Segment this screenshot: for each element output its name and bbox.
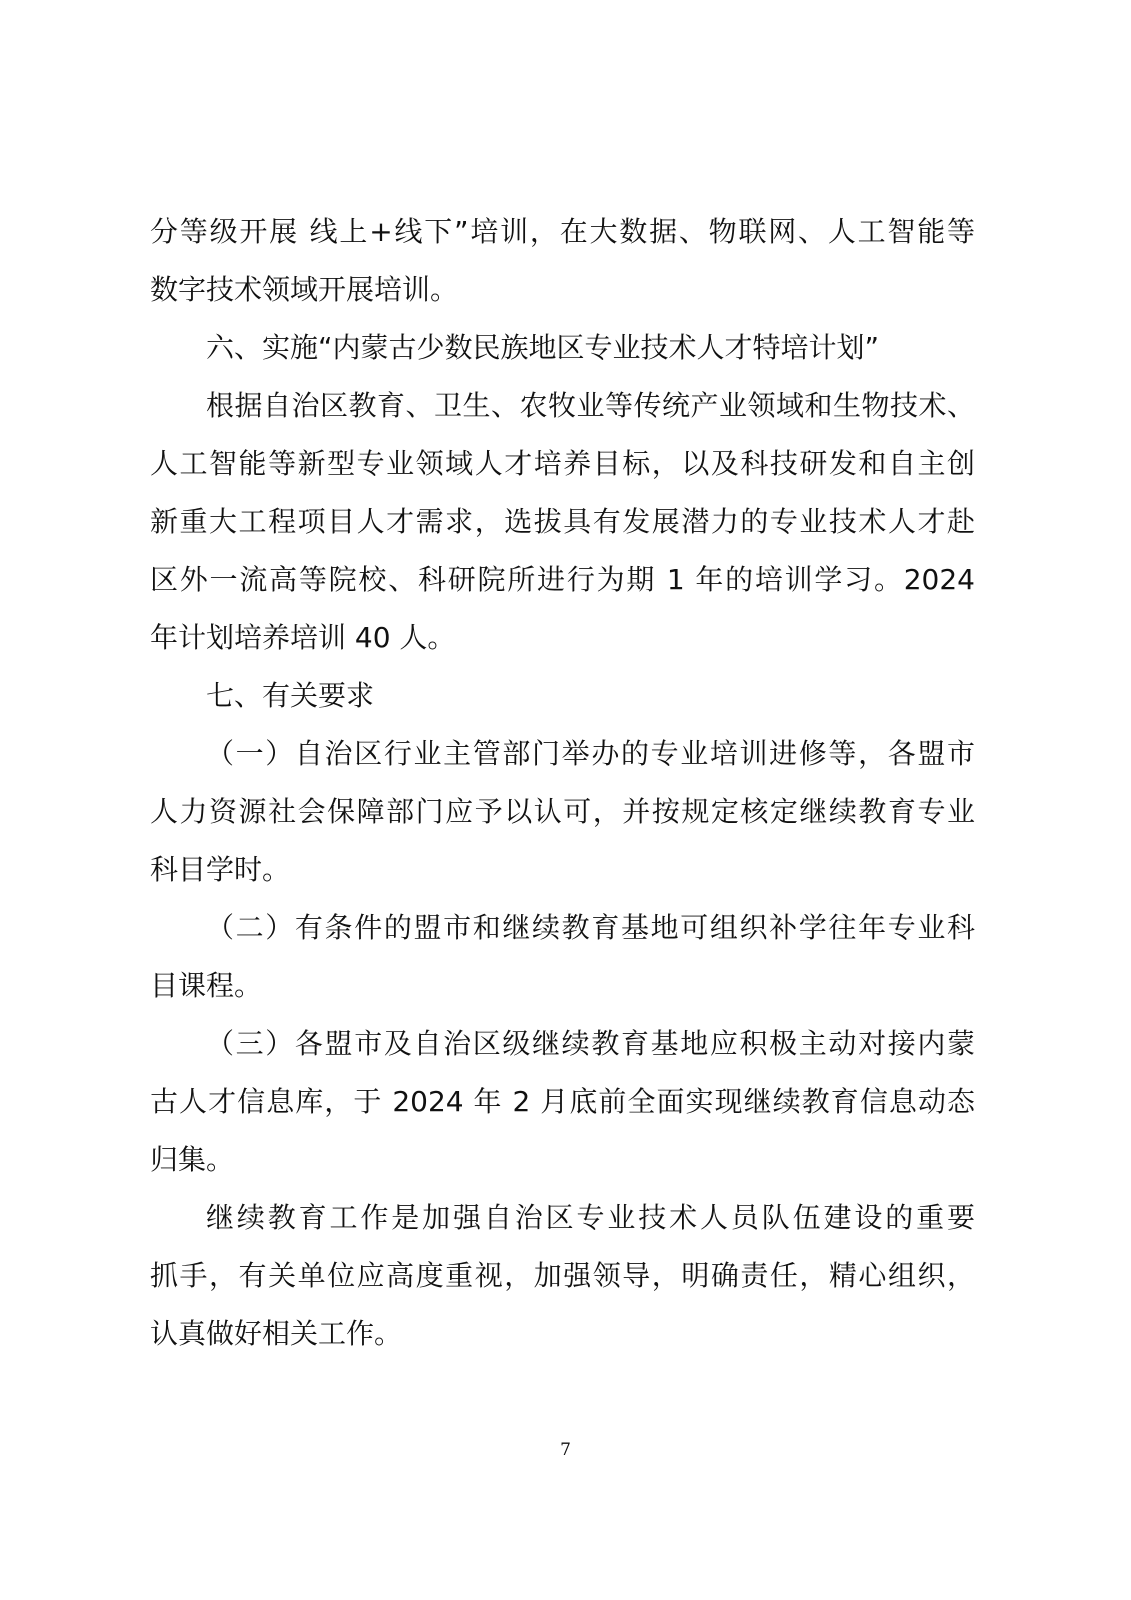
text-line: 分等级开展 线上+线下”培训，在大数据、物联网、人工智能等 [150, 215, 975, 248]
text-line: 科目学时。 [150, 853, 291, 886]
text-line: 目课程。 [150, 969, 263, 1002]
page-number: 7 [560, 1440, 571, 1460]
text-line: 抓手，有关单位应高度重视，加强领导，明确责任，精心组织， [150, 1259, 975, 1292]
text-line: （二）有条件的盟市和继续教育基地可组织补学往年专业科 [206, 911, 975, 944]
text-line: 认真做好相关工作。 [150, 1317, 403, 1350]
text-line: 新重大工程项目人才需求，选拔具有发展潜力的专业技术人才赴 [150, 505, 975, 538]
text-line: 区外一流高等院校、科研院所进行为期 1 年的培训学习。2024 [150, 563, 975, 596]
text-line: 根据自治区教育、卫生、农牧业等传统产业领域和生物技术、 [206, 389, 975, 422]
text-line: 年计划培养培训 40 人。 [150, 621, 456, 654]
text-line: 人力资源社会保障部门应予以认可，并按规定核定继续教育专业 [150, 795, 975, 828]
body-text [150, 203, 975, 1363]
text-line: 数字技术领域开展培训。 [150, 273, 459, 306]
text-line: 继续教育工作是加强自治区专业技术人员队伍建设的重要 [206, 1201, 975, 1234]
text-line: 人工智能等新型专业领域人才培养目标，以及科技研发和自主创 [150, 447, 975, 480]
text-line: 七、有关要求 [206, 679, 375, 712]
text-line: （一）自治区行业主管部门举办的专业培训进修等，各盟市 [206, 737, 975, 770]
text-line: 古人才信息库，于 2024 年 2 月底前全面实现继续教育信息动态 [150, 1085, 975, 1118]
text-line: （三）各盟市及自治区级继续教育基地应积极主动对接内蒙 [206, 1027, 975, 1060]
text-line: 归集。 [150, 1143, 235, 1176]
text-line: 六、实施“内蒙古少数民族地区专业技术人才特培计划” [206, 331, 880, 364]
